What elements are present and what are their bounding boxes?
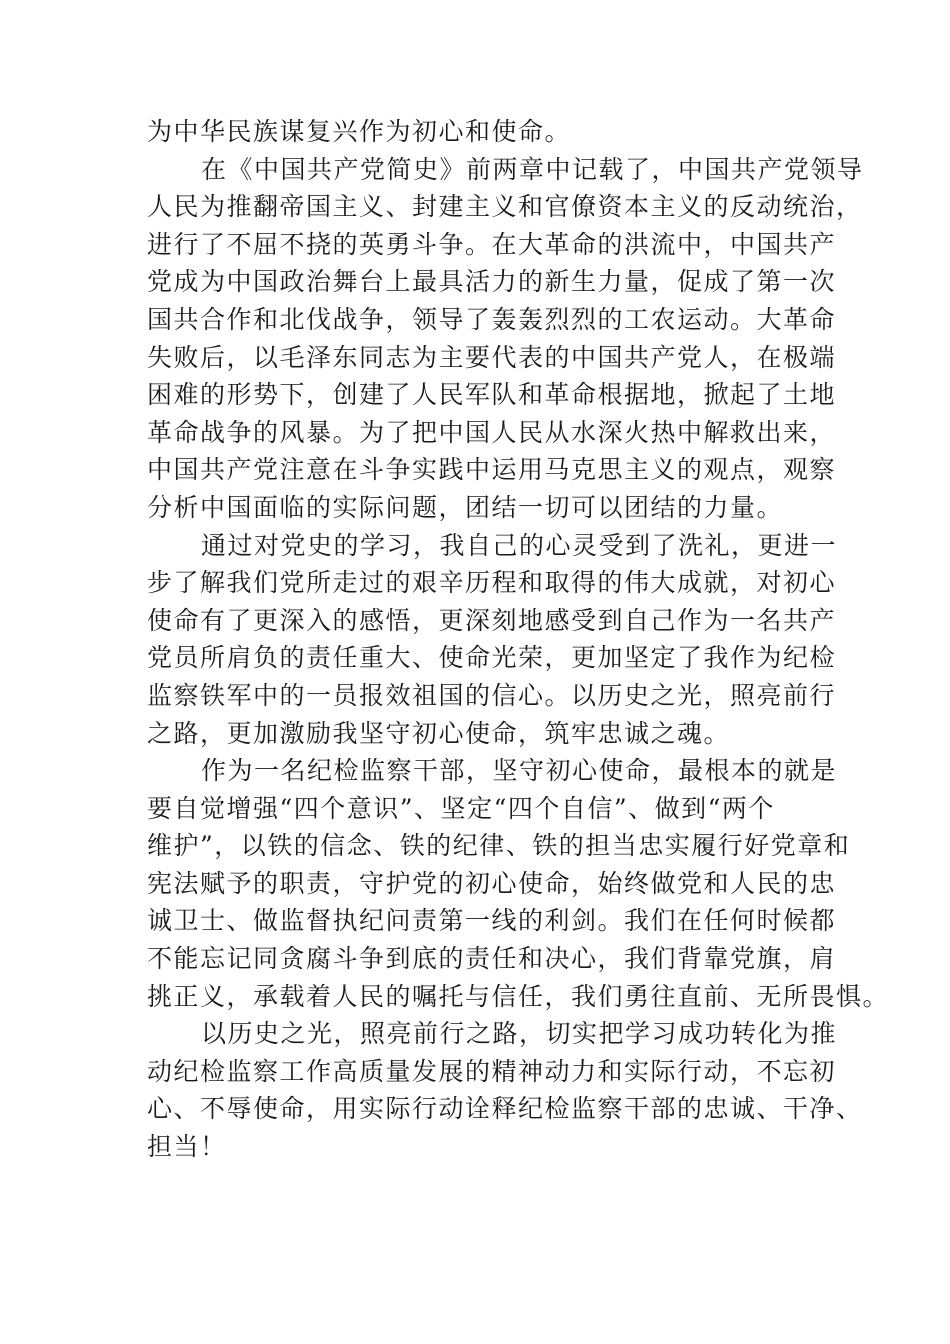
text-line: 使命有了更深入的感悟，更深刻地感受到自己作为一名共产 [147,605,837,635]
text-line: 分析中国面临的实际问题，团结一切可以团结的力量。 [147,492,784,522]
text-line: 步了解我们党所走过的艰辛历程和取得的伟大成就，对初心 [147,568,837,598]
text-line: 挑正义，承载着人民的嘱托与信任，我们勇往直前、无所畏惧。 [147,981,890,1011]
text-line: 之路，更加激励我坚守初心使命，筑牢忠诚之魂。 [147,718,731,748]
text-line: 党员所肩负的责任重大、使命光荣，更加坚定了我作为纪检 [147,643,837,673]
text-line: 失败后，以毛泽东同志为主要代表的中国共产党人，在极端 [147,342,837,372]
text-line: 监察铁军中的一员报效祖国的信心。以历史之光，照亮前行 [147,680,837,710]
text-line: 诚卫士、做监督执纪问责第一线的利剑。我们在任何时候都 [147,906,837,936]
text-line: 不能忘记同贪腐斗争到底的责任和决心，我们背靠党旗，肩 [147,944,837,974]
text-line: 进行了不屈不挠的英勇斗争。在大革命的洪流中，中国共产 [147,229,837,259]
text-line: 人民为推翻帝国主义、封建主义和官僚资本主义的反动统治， [147,192,863,222]
text-line: 中国共产党注意在斗争实践中运用马克思主义的观点，观察 [147,455,837,485]
paragraph-start-line: 作为一名纪检监察干部，坚守初心使命，最根本的就是 [201,756,838,786]
text-line: 为中华民族谋复兴作为初心和使命。 [147,117,572,146]
text-line: 心、不辱使命，用实际行动诠释纪检监察干部的忠诚、干净、 [147,1094,863,1124]
text-line: 国共合作和北伐战争，领导了轰轰烈烈的工农运动。大革命 [147,304,837,334]
body-text [147,113,890,1166]
text-line: 困难的形势下，创建了人民军队和革命根据地，掀起了土地 [147,380,837,410]
paragraph-start-line: 以历史之光，照亮前行之路，切实把学习成功转化为推 [201,1019,838,1049]
text-line: 动纪检监察工作高质量发展的精神动力和实际行动，不忘初 [147,1056,837,1086]
text-line: 革命战争的风暴。为了把中国人民从水深火热中解救出来， [147,417,837,447]
paragraph-start-line: 在《中国共产党简史》前两章中记载了，中国共产党领导 [201,154,864,184]
text-line: 党成为中国政治舞台上最具活力的新生力量，促成了第一次 [147,267,837,297]
text-line: 宪法赋予的职责，守护党的初心使命，始终做党和人民的忠 [147,868,837,898]
text-line: 维护”，以铁的信念、铁的纪律、铁的担当忠实履行好党章和 [147,831,851,861]
paragraph-start-line: 通过对党史的学习，我自己的心灵受到了洗礼，更进一 [201,530,838,560]
text-line: 担当！ [147,1132,227,1162]
text-line: 要自觉增强“四个意识”、坚定“四个自信”、做到“两个 [147,793,775,823]
